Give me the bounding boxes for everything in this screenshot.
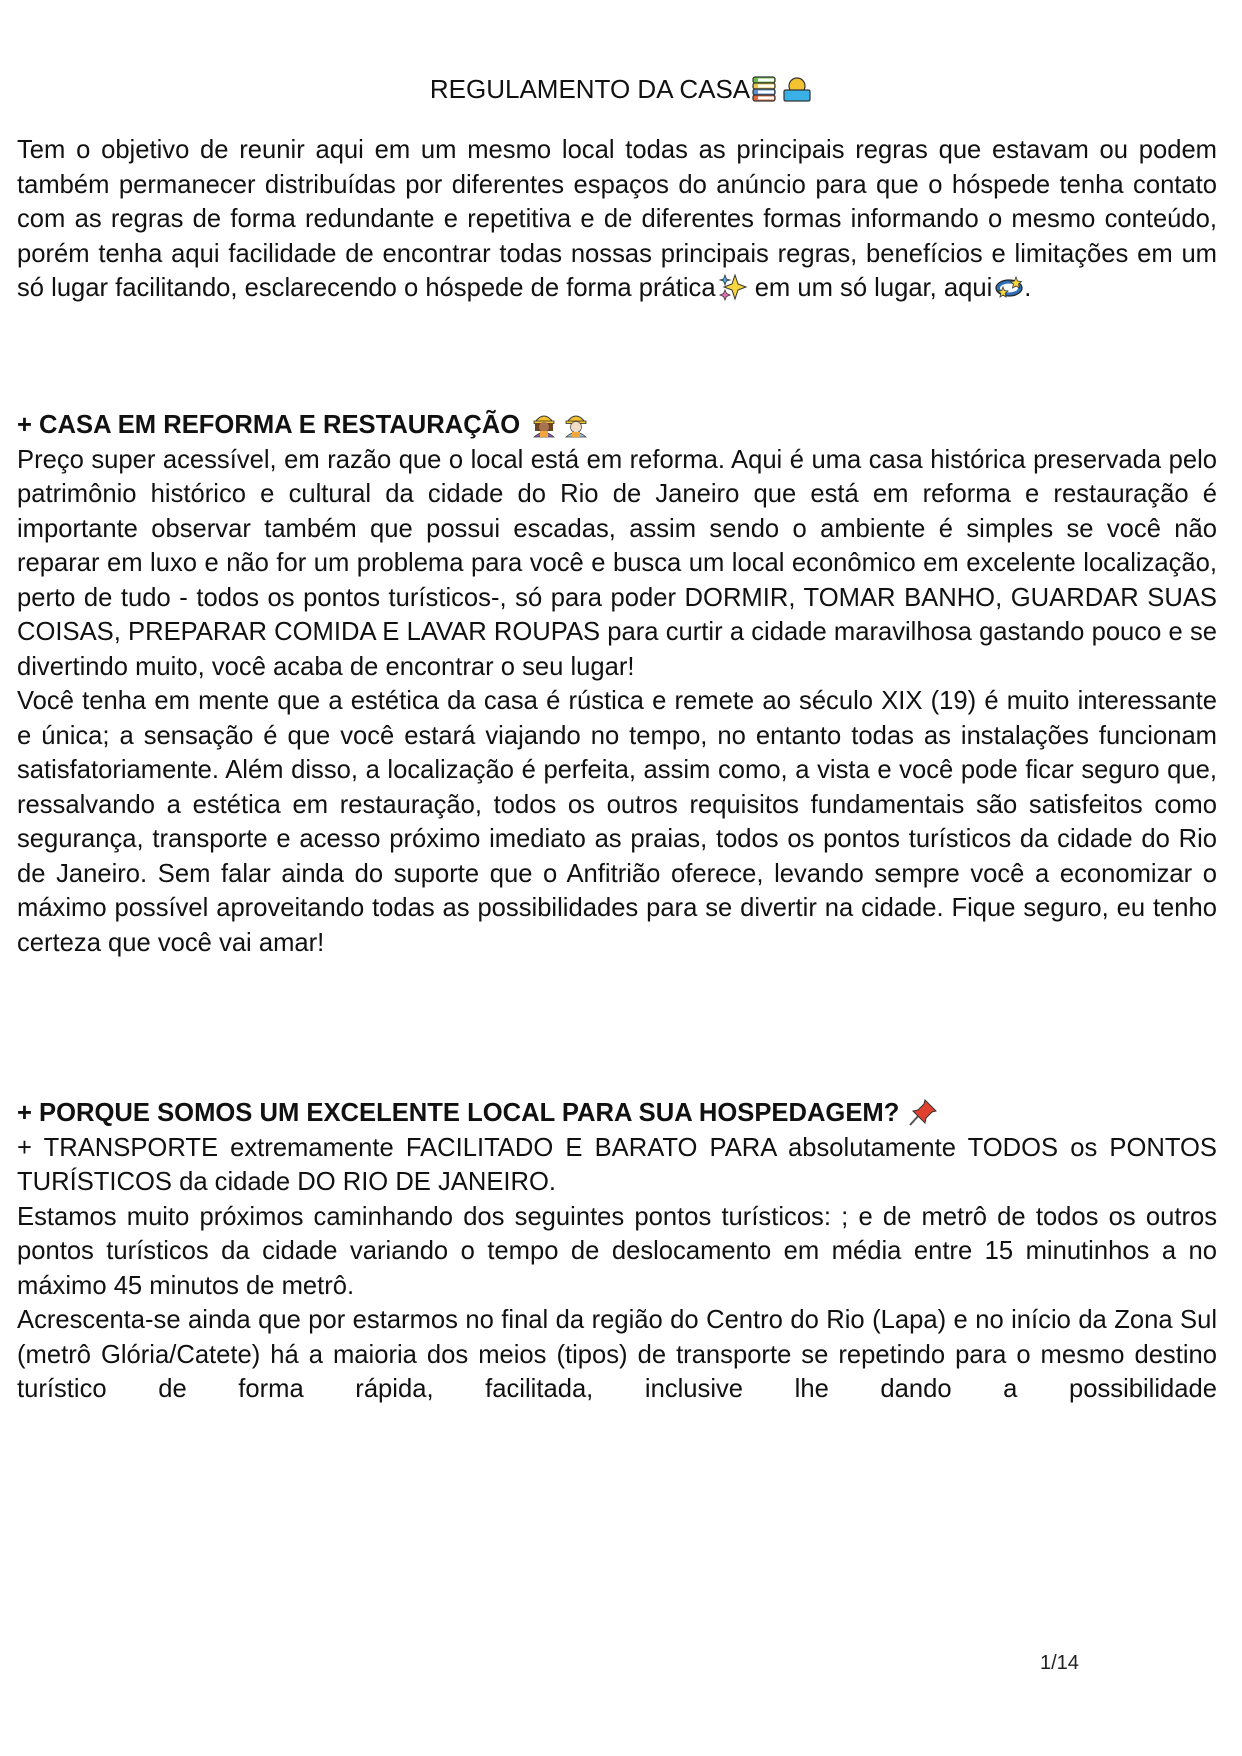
intro-text-middle: em um só lugar, aqui — [747, 274, 993, 302]
document-title — [0, 72, 1242, 106]
intro-paragraph — [17, 133, 1217, 306]
section-paragraph: + TRANSPORTE extremamente FACILITADO E BARATO PARA absolutamente TODOS os PONTOS TURÍSTICOS da cidade DO RIO DE JANEIRO. — [17, 1133, 1217, 1196]
intro-text: Tem o objetivo de reunir aqui em um mesmo local todas as principais regras que estavam ou podem também permanecer distribuídas por diferentes espaços do anúncio para que o hóspede tenha contato com as regras de forma redundante e repetitiva e de diferentes formas informando o mesmo conteúdo, porém tenha aqui facilidade de encontrar todas nossas principais regras, benefícios e limitações em um só lugar facilitando, esclarecendo o hóspede de forma prática — [17, 136, 1217, 302]
pushpin-icon — [908, 1098, 938, 1126]
section-heading — [17, 408, 1217, 443]
page-number: 1/14 — [1040, 1652, 1079, 1674]
woman-construction-worker-icon — [529, 410, 559, 438]
section-hospedagem — [17, 1096, 1217, 1407]
dizzy-star-icon — [994, 273, 1024, 301]
section-heading-text: + CASA EM REFORMA E RESTAURAÇÃO — [17, 411, 521, 439]
person-in-bed-icon — [782, 75, 812, 103]
section-paragraph: Preço super acessível, em razão que o local está em reforma. Aqui é uma casa histórica preservada pelo patrimônio histórico e cultural da cidade do Rio de Janeiro que está em reforma e restauração é importante observar também que possui escadas, assim sendo o ambiente é simples se você não reparar em luxo e não for um problema para você e busca um local econômico em excelente localização, perto de tudo - todos os pontos turísticos-, só para poder DORMIR, TOMAR BANHO, GUARDAR SUAS COISAS, PREPARAR COMIDA E LAVAR ROUPAS para curtir a cidade maravilhosa gastando pouco e se divertindo muito, você acaba de encontrar o seu lugar! — [17, 445, 1217, 681]
section-paragraph: Você tenha em mente que a estética da casa é rústica e remete ao século XIX (19) é muito interessante e única; a sensação é que você estará viajando no tempo, no entanto todas as instalações funcionam satisfatoriamente. Além disso, a localização é perfeita, assim como, a vista e você pode ficar seguro que, ressalvando a estética em restauração, todos os outros requisitos fundamentais são satisfeitos como segurança, transporte e acesso próximo imediato as praias, todos os pontos turísticos da cidade do Rio de Janeiro. Sem falar ainda do suporte que o Anfitrião oferece, levando sempre você a economizar o máximo possível aproveitando todas as possibilidades para se divertir na cidade. Fique seguro, eu tenho certeza que você vai amar! — [17, 687, 1217, 957]
intro-section — [17, 133, 1217, 306]
section-paragraph: Estamos muito próximos caminhando dos seguintes pontos turísticos: ; e de metrô de todos os outros pontos turísticos da cidade variando o tempo de deslocamento em média entre 15 minutinhos a no máximo 45 minutos de metrô. — [17, 1202, 1217, 1300]
intro-text-end: . — [1024, 274, 1032, 302]
title-text: REGULAMENTO DA CASA — [429, 74, 751, 104]
section-paragraph: Acrescenta-se ainda que por estarmos no final da região do Centro do Rio (Lapa) e no início da Zona Sul (metrô Glória/Catete) há a maioria dos meios (tipos) de transporte se repetindo para o mesmo destino turístico de forma rápida, facilitada, inclusive lhe dando a possibilidade — [17, 1306, 1217, 1403]
section-heading — [17, 1096, 1217, 1131]
section-heading-text: + PORQUE SOMOS UM EXCELENTE LOCAL PARA SUA HOSPEDAGEM? — [17, 1099, 900, 1127]
books-icon — [750, 75, 780, 103]
sparkles-icon — [718, 273, 748, 301]
section-reforma — [17, 408, 1217, 960]
construction-worker-icon — [561, 410, 591, 438]
